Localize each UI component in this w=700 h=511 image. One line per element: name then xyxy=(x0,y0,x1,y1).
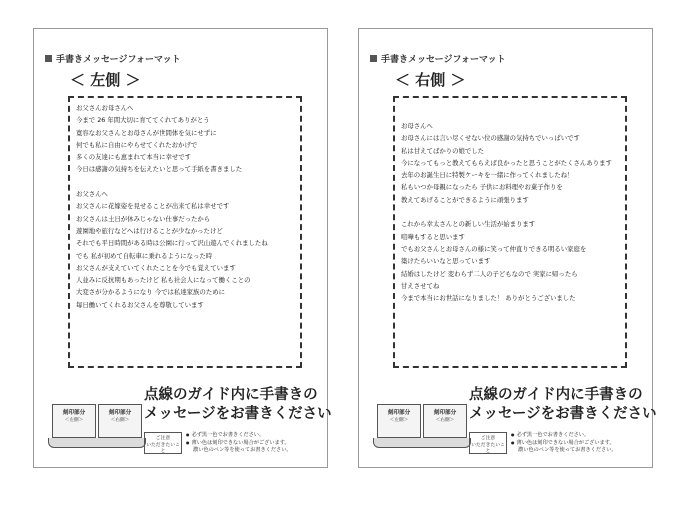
book-left-title: 刻印部分 xyxy=(387,410,411,416)
book-right-panel xyxy=(98,404,142,438)
message-line xyxy=(76,176,297,188)
guide-headline-line2: メッセージをお書きください xyxy=(144,406,332,422)
book-left-sub: ＜左側＞ xyxy=(389,418,409,423)
square-bullet-icon xyxy=(45,55,52,62)
bullet-item: ● 薄い色は刻印できない場合がございます。 xyxy=(186,439,292,447)
book-cover xyxy=(48,438,146,448)
book-right-title: 刻印部分 xyxy=(433,410,457,416)
message-line: でもお父さんとお母さんの様に笑って仲直りできる明るい家庭を xyxy=(401,244,587,253)
book-right-panel xyxy=(423,404,467,438)
message-line: 毎日働いてくれるお父さんを尊敬しています xyxy=(76,300,204,309)
guide-headline-line1: 点線のガイド内に手書きの xyxy=(469,387,643,403)
message-lines xyxy=(401,120,622,304)
bullet-item: ● 必ず黒一色でお書きください。 xyxy=(511,431,617,439)
bullet-item: ● 薄い色は刻印できない場合がございます。 xyxy=(511,439,617,447)
message-line: でも 私が初めて自転車に乗れるようになった時 xyxy=(76,251,213,260)
message-line: 今まで本当にお世話になりました！ ありがとうございました xyxy=(401,294,576,303)
message-line: 何でも私に自由にやらせてくれたおかげで xyxy=(76,140,198,149)
message-guide-box xyxy=(68,96,302,368)
message-line: これから幸太さんとの新しい生活が始まります xyxy=(401,220,536,229)
format-label xyxy=(370,52,506,65)
guide-section xyxy=(48,384,332,464)
side-label-left: ＜ 左側 ＞ xyxy=(70,71,141,89)
book-illustration xyxy=(373,392,471,458)
guide-headline xyxy=(469,386,657,424)
message-line: お母さんには言い尽くせない位の感謝の気持ちでいっぱいです xyxy=(401,134,580,143)
message-line: お父さんは土日が休みじゃない仕事だったから xyxy=(76,214,211,223)
message-line: 結婚はしたけど 変わらず二人の子どもなので 実家に帰ったら xyxy=(401,269,578,278)
bullet-item: ● 必ず黒一色でお書きください。 xyxy=(186,431,292,439)
book-right-title: 刻印部分 xyxy=(108,410,132,416)
message-line: 教えてあげることができるように頑張ります xyxy=(401,195,529,204)
book-cover xyxy=(373,438,471,448)
book-illustration xyxy=(48,392,146,458)
notice-bullets xyxy=(186,431,292,454)
left-page-sheet xyxy=(33,28,332,468)
message-line: お母さんへ xyxy=(401,122,433,130)
message-line: 大変さが分かるようになり 今では私達家族のために xyxy=(76,288,226,297)
message-line: 喧嘩もすると思います xyxy=(401,232,465,241)
message-lines xyxy=(76,102,297,311)
message-line: お父さんが支えていてくれたことを今でも覚えています xyxy=(76,263,236,272)
notice-bullets xyxy=(511,431,617,454)
message-guide-box xyxy=(393,96,627,368)
message-line: 甘えさせてね xyxy=(401,281,440,290)
message-line xyxy=(401,206,622,218)
message-line: 多くの友達にも恵まれて本当に幸せです xyxy=(76,153,192,162)
message-line: 寛容なお父さんとお母さんが世間体を気にせずに xyxy=(76,128,217,137)
guide-headline-line1: 点線のガイド内に手書きの xyxy=(144,387,318,403)
message-line: 私は甘えてばかりの娘でした xyxy=(401,146,485,155)
message-line: 去年のお誕生日に特製ケーキを一緒に作ってくれましたね！ xyxy=(401,171,574,180)
message-line: お父さんへ xyxy=(76,190,108,199)
message-line: 今まで 26 年間大切に育ててくれてありがとう xyxy=(76,116,210,125)
guide-section xyxy=(373,384,657,464)
message-line: お父さんお母さんへ xyxy=(76,104,134,112)
book-left-title: 刻印部分 xyxy=(62,410,86,416)
book-left-panel xyxy=(52,404,96,438)
book-left-sub: ＜左側＞ xyxy=(64,418,84,423)
message-line: 今になってもっと教えてもらえば良かったと思うことがたくさんあります xyxy=(401,158,612,167)
right-page-sheet xyxy=(358,28,657,468)
message-line: それでも平日時間がある時は公園に行って沢山遊んでくれましたね xyxy=(76,239,268,248)
format-label-text: 手書きメッセージフォーマット xyxy=(381,55,506,65)
guide-headline xyxy=(144,386,332,424)
notice-line2: いただきたいこと xyxy=(471,442,505,454)
notice-line1: ご注意 xyxy=(480,436,496,441)
message-line: 私もいつか母親になったら 子供にお料理やお菓子作りを xyxy=(401,183,563,192)
message-line: 遊園地や旅行などへは行けることが少なかったけど xyxy=(76,226,223,235)
message-line: 今日は感謝の気持ちを伝えたいと思って手紙を書きました xyxy=(76,165,243,174)
side-label-right: ＜ 右側 ＞ xyxy=(395,71,466,89)
square-bullet-icon xyxy=(370,55,377,62)
message-line: お父さんに花嫁姿を見せることが出来て私は幸せです xyxy=(76,202,230,211)
book-right-sub: ＜右側＞ xyxy=(435,418,455,423)
notice-line2: いただきたいこと xyxy=(146,442,180,454)
format-label-text: 手書きメッセージフォーマット xyxy=(56,55,181,65)
notice-box xyxy=(144,432,182,454)
format-label xyxy=(45,52,181,65)
bullet-item-continued: 濃い色のペン等を使ってお書きください。 xyxy=(193,447,292,453)
book-left-panel xyxy=(377,404,421,438)
book-right-sub: ＜右側＞ xyxy=(110,418,130,423)
message-line: 築けたらいいなと思っています xyxy=(401,257,491,266)
bullet-item-continued: 濃い色のペン等を使ってお書きください。 xyxy=(518,447,617,453)
message-line: 人並みに反抗期もあったけど 私も社会人になって働くことの xyxy=(76,276,251,285)
guide-headline-line2: メッセージをお書きください xyxy=(469,406,657,422)
notice-line1: ご注意 xyxy=(155,436,171,441)
notice-box xyxy=(469,432,507,454)
